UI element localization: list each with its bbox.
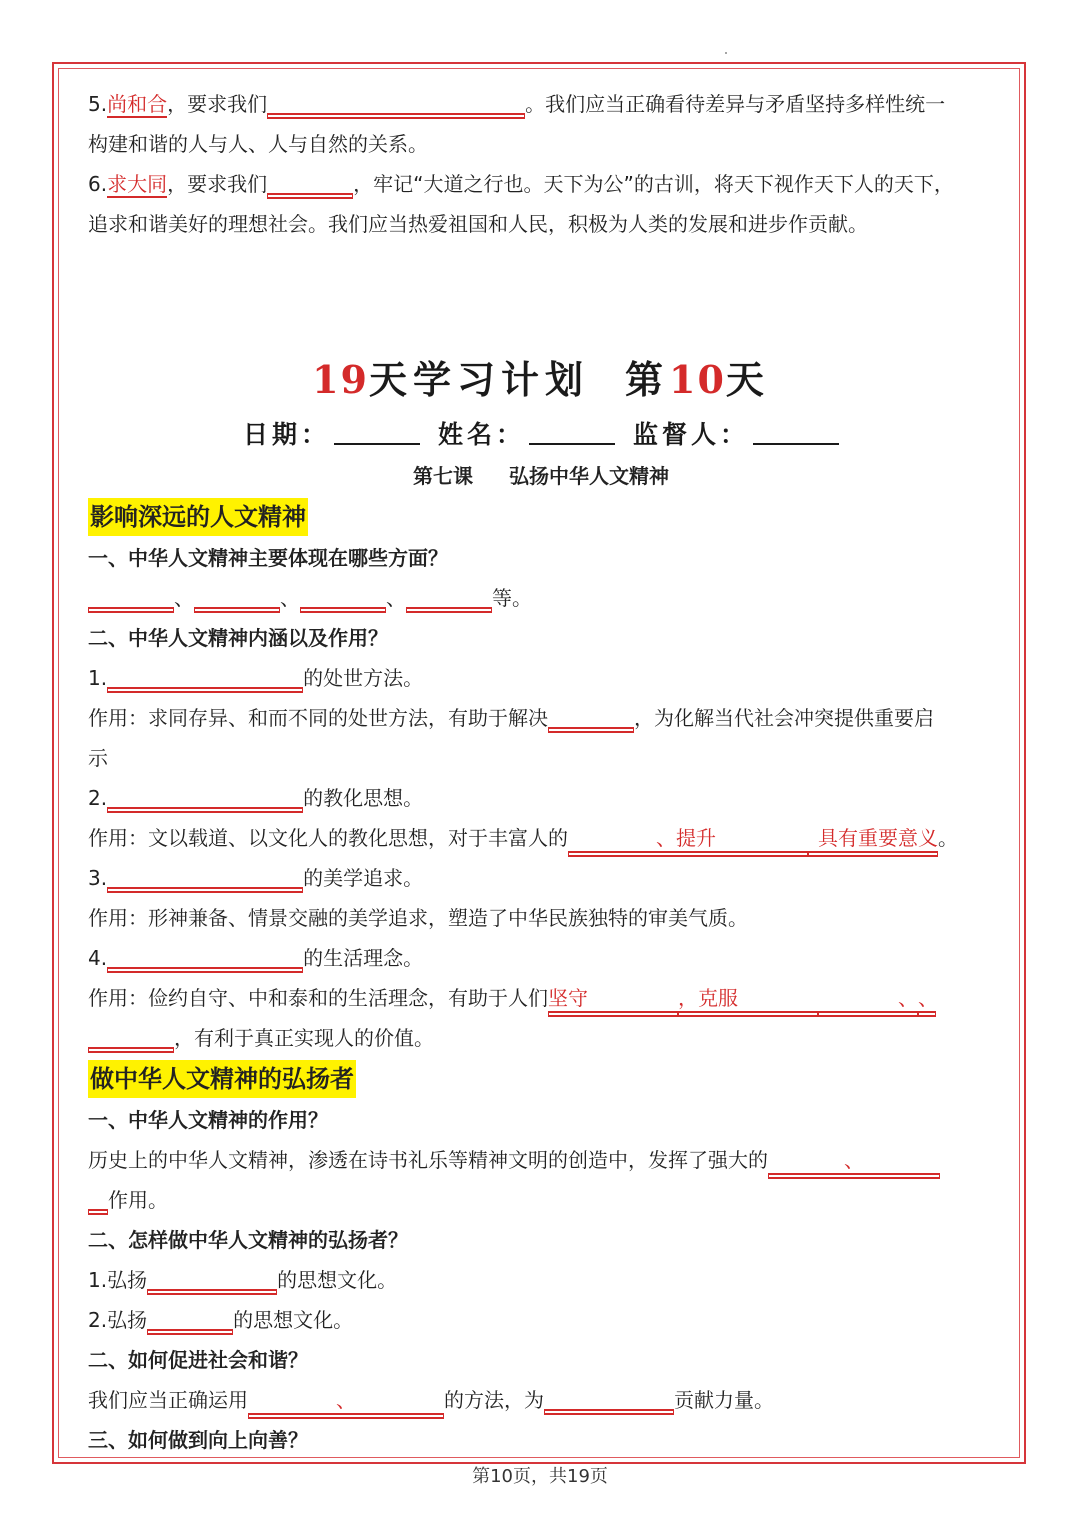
worksheet-content <box>88 84 994 1460</box>
question-heading: 二、如何促进社会和谐？ <box>88 1348 308 1372</box>
keyword-qiu-da-tong: 求大同 <box>107 172 168 196</box>
fill-blank[interactable] <box>107 941 303 969</box>
fill-blank[interactable] <box>544 1383 674 1411</box>
page-number: 第10页，共19页 <box>472 1466 608 1487</box>
item-6-line1: 6.求大同，要求我们 ，牢记“大道之行也。天下为公”的古训，将天下视作天下人的天下， <box>88 164 994 204</box>
fill-blank[interactable]: 坚守 <box>548 985 678 1013</box>
effect-line: 作用：形神兼备、情景交融的美学追求，塑造了中华民族独特的审美气质。 <box>88 906 748 930</box>
fill-blank[interactable] <box>406 581 492 609</box>
list-item: 1.弘扬 的思想文化。 <box>88 1260 994 1300</box>
lesson-heading: 第七课 弘扬中华人文精神 <box>413 464 669 488</box>
fill-blank[interactable]: ，克服 <box>678 985 818 1013</box>
fill-blank[interactable] <box>88 581 174 609</box>
keyword-shang-he-he: 尚和合 <box>107 92 168 116</box>
list-item: 2. 的教化思想。 <box>88 778 994 818</box>
item-5-line2: 构建和谐的人与人、人与自然的关系。 <box>88 132 428 156</box>
page-title: 19天学习计划 第10天 <box>312 357 770 402</box>
aspects-blanks: 、 、 、 等。 <box>88 578 994 618</box>
fill-blank[interactable] <box>147 1263 277 1291</box>
list-item: 3. 的美学追求。 <box>88 858 994 898</box>
fill-blank[interactable] <box>88 1021 174 1049</box>
fill-blank[interactable] <box>194 581 280 609</box>
fill-blank[interactable]: 、 <box>818 985 918 1013</box>
question-heading: 二、中华人文精神内涵以及作用？ <box>88 626 388 650</box>
supervisor-field[interactable] <box>753 421 839 445</box>
fill-blank[interactable] <box>300 581 386 609</box>
section-heading-2: 做中华人文精神的弘扬者 <box>88 1060 356 1098</box>
list-item: 4. 的生活理念。 <box>88 938 994 978</box>
student-info-row: 日期： 姓名： 监督人： <box>88 414 994 456</box>
question-heading: 一、中华人文精神的作用？ <box>88 1108 328 1132</box>
fill-blank[interactable]: 具有重要意义 <box>808 825 938 853</box>
question-heading: 二、怎样做中华人文精神的弘扬者？ <box>88 1228 408 1252</box>
fill-blank[interactable] <box>107 661 303 689</box>
fill-blank[interactable] <box>267 167 353 195</box>
decorative-dot <box>725 52 727 54</box>
fill-blank[interactable] <box>107 781 303 809</box>
effect-line: 作用：求同存异、和而不同的处世方法，有助于解决 ，为化解当代社会冲突提供重要启 <box>88 698 994 738</box>
fill-blank[interactable] <box>107 861 303 889</box>
fill-blank[interactable]: 、提升 <box>568 825 808 853</box>
section-heading-1: 影响深远的人文精神 <box>88 498 308 536</box>
list-item: 1. 的处世方法。 <box>88 658 994 698</box>
effect-line: 作用：俭约自守、中和泰和的生活理念，有助于人们坚守 ，克服 、、 <box>88 978 994 1018</box>
effect-line-cont: 示 <box>88 746 108 770</box>
name-field[interactable] <box>529 421 615 445</box>
fill-blank[interactable]: 、 <box>918 985 936 1013</box>
fill-blank[interactable] <box>88 1183 108 1211</box>
fill-blank[interactable]: 、 <box>768 1147 940 1175</box>
list-item: 2.弘扬 的思想文化。 <box>88 1300 994 1340</box>
fill-blank[interactable] <box>147 1303 233 1331</box>
item-5-line1: 5.尚和合，要求我们 。我们应当正确看待差异与矛盾坚持多样性统一 <box>88 84 994 124</box>
fill-blank[interactable]: 、 <box>248 1387 444 1415</box>
effect-line-cont: ，有利于真正实现人的价值。 <box>88 1018 994 1058</box>
answer-line-cont: 作用。 <box>88 1180 994 1220</box>
question-heading: 三、如何做到向上向善？ <box>88 1428 308 1452</box>
date-field[interactable] <box>334 421 420 445</box>
fill-blank[interactable] <box>548 701 634 729</box>
item-6-line2: 追求和谐美好的理想社会。我们应当热爱祖国和人民，积极为人类的发展和进步作贡献。 <box>88 212 868 236</box>
question-heading: 一、中华人文精神主要体现在哪些方面？ <box>88 546 448 570</box>
fill-blank[interactable] <box>267 87 525 115</box>
answer-line: 我们应当正确运用 、 的方法，为 贡献力量。 <box>88 1380 994 1420</box>
effect-line: 作用：文以载道、以文化人的教化思想，对于丰富人的 、提升 具有重要意义。 <box>88 818 994 858</box>
answer-line: 历史上的中华人文精神，渗透在诗书礼乐等精神文明的创造中，发挥了强大的 、 <box>88 1140 994 1180</box>
